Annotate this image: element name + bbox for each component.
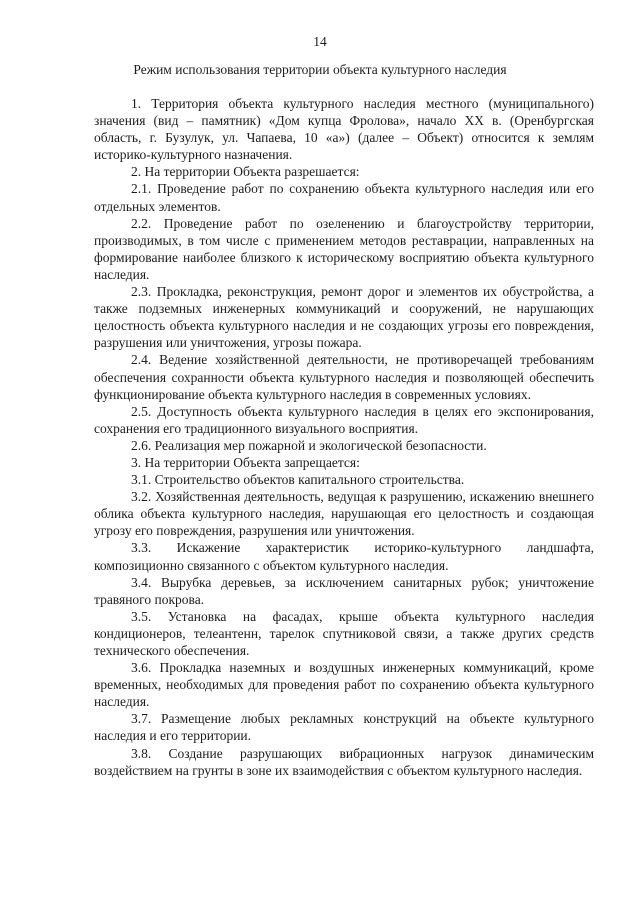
paragraph-3-4: 3.4. Вырубка деревьев, за исключением санитарных рубок; уничтожение травяного покрова. bbox=[94, 574, 594, 607]
paragraph-1: 1. Территория объекта культурного наследия местного (муниципального) значения (вид – памятник) «Дом купца Фролова», начало XX в. (Оренбургская область, г. Бузулук, ул. Чапаева, 10 «а») (далее – Объект) относится к землям историко-культурного назначения. bbox=[94, 96, 594, 163]
paragraph-2: 2. На территории Объекта разрешается: bbox=[131, 164, 360, 180]
paragraph-2-4: 2.4. Ведение хозяйственной деятельности, не противоречащей требованиям обеспечения сохранности объекта культурного наследия и позволяющей обеспечить функционирование объекта культурного наследия в современных условиях. bbox=[94, 352, 594, 402]
paragraph-2-1: 2.1. Проведение работ по сохранению объекта культурного наследия или его отдельных элементов. bbox=[94, 181, 594, 214]
paragraph-3-8: 3.8. Создание разрушающих вибрационных нагрузок динамическим воздействием на грунты в зоне их взаимодействия с объектом культурного наследия. bbox=[94, 745, 594, 778]
paragraph-3-1: 3.1. Строительство объектов капитального строительства. bbox=[131, 472, 465, 488]
document-title: Режим использования территории объекта культурного наследия bbox=[133, 62, 507, 77]
paragraph-2-2: 2.2. Проведение работ по озеленению и благоустройству территории, производимых, в том числе с применением методов реставрации, направленных на формирование наиболее близкого к историческому восприятию объекта культурного наследия. bbox=[94, 215, 594, 282]
paragraph-2-6: 2.6. Реализация мер пожарной и экологической безопасности. bbox=[131, 437, 487, 453]
paragraph-2-5: 2.5. Доступность объекта культурного наследия в целях его экспонирования, сохранения его традиционного визуального восприятия. bbox=[94, 403, 594, 436]
paragraph-3-3: 3.3. Искажение характеристик историко-культурного ландшафта, композиционно связанного с объектом культурного наследия. bbox=[94, 540, 594, 573]
paragraph-3-6: 3.6. Прокладка наземных и воздушных инженерных коммуникаций, кроме временных, необходимых для проведения работ по сохранению объекта культурного наследия. bbox=[94, 660, 594, 710]
document-body bbox=[94, 95, 594, 779]
page-number: 14 bbox=[313, 34, 327, 49]
paragraph-3: 3. На территории Объекта запрещается: bbox=[131, 454, 360, 470]
paragraph-3-5: 3.5. Установка на фасадах, крыше объекта культурного наследия кондиционеров, телеантенн, тарелок спутниковой связи, а также других средств технического обеспечения. bbox=[94, 608, 594, 658]
paragraph-3-7: 3.7. Размещение любых рекламных конструкций на объекте культурного наследия и его территории. bbox=[94, 711, 594, 744]
paragraph-3-2: 3.2. Хозяйственная деятельность, ведущая к разрушению, искажению внешнего облика объекта культурного наследия, нарушающая его целостность и создающая угрозу его повреждения, разрушения или уничтожения. bbox=[94, 489, 594, 539]
paragraph-2-3: 2.3. Прокладка, реконструкция, ремонт дорог и элементов их обустройства, а также подземных инженерных коммуникаций и сооружений, не нарушающих целостность объекта культурного наследия и не создающих угрозы его повреждения, разрушения или уничтожения, угрозы пожара. bbox=[94, 284, 594, 351]
